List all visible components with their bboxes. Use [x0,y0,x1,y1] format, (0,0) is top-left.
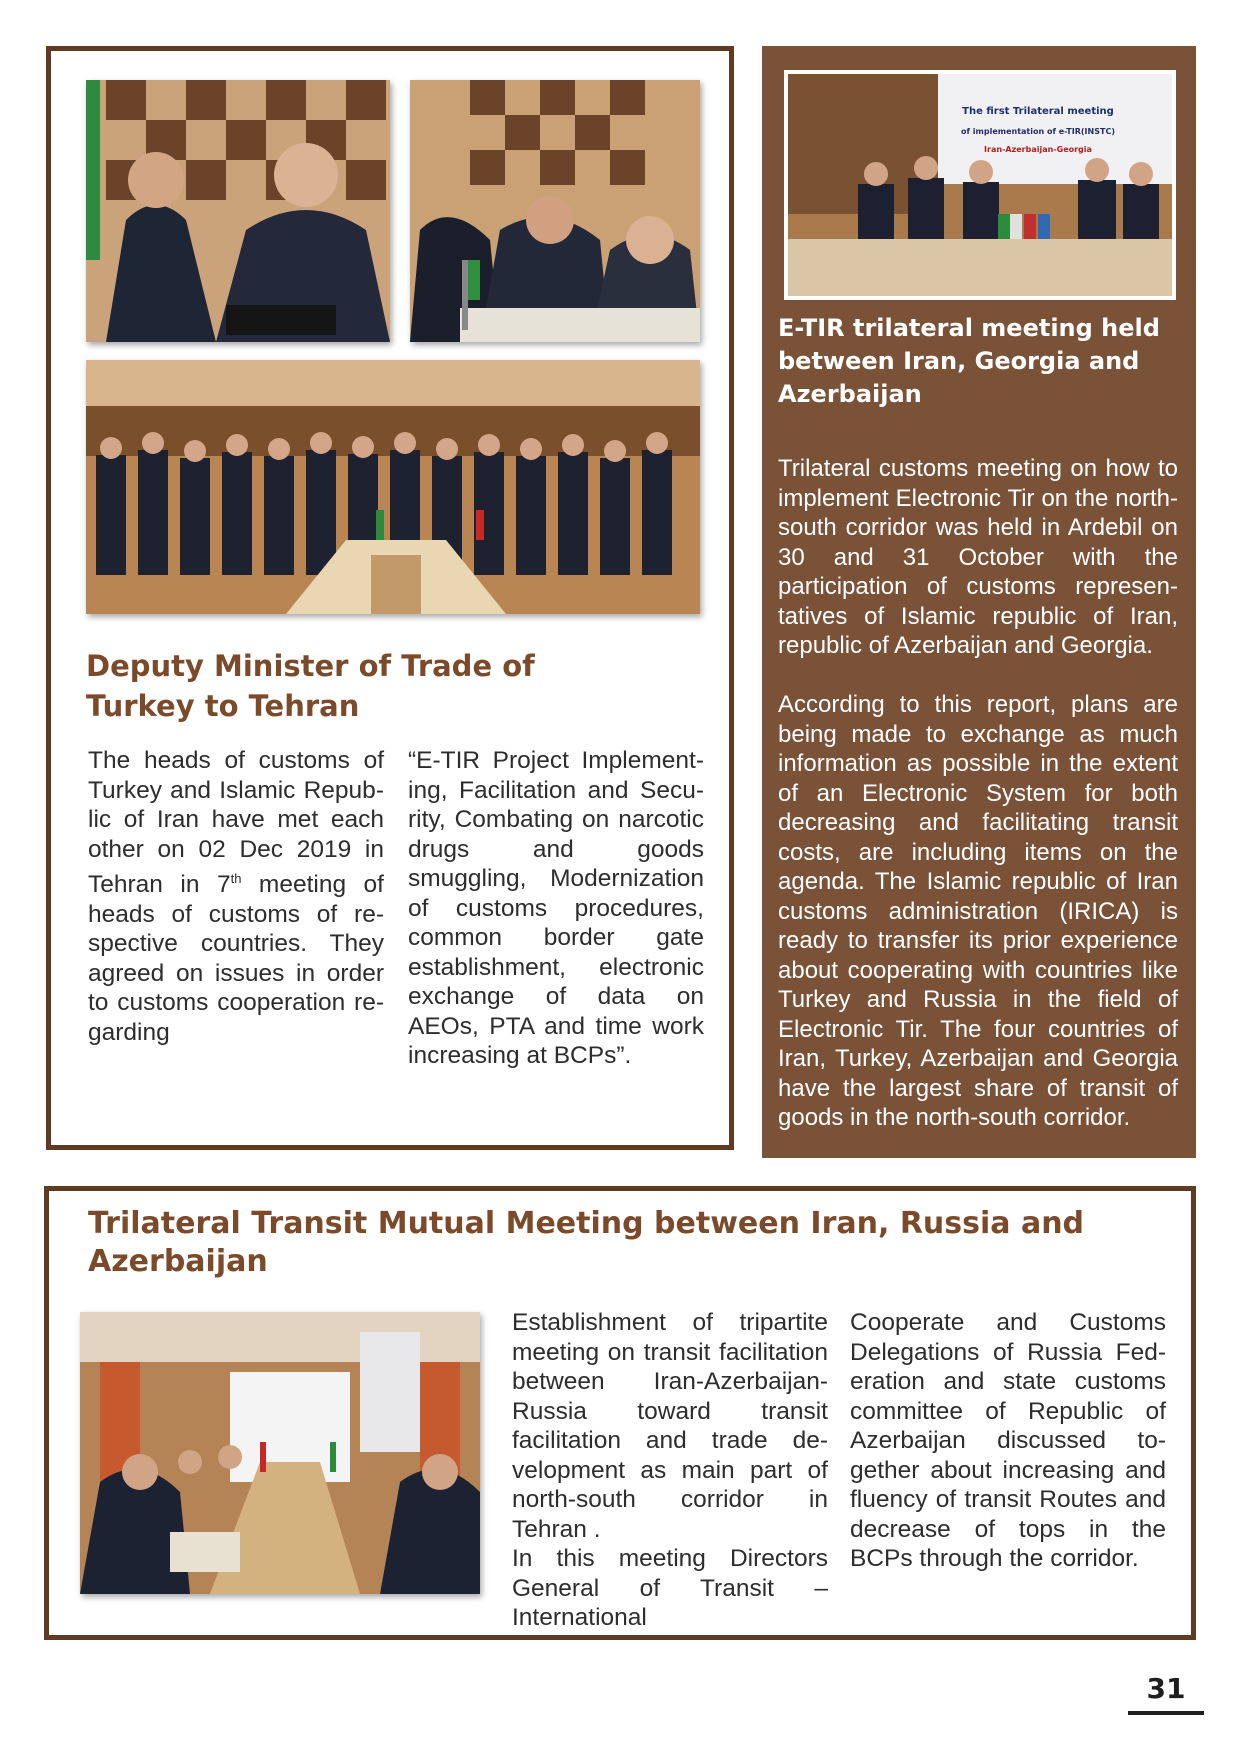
article-transit-title: Trilateral Transit Mutual Meeting between Iran, Russia and Azerbaijan [88,1206,1085,1279]
article-turkey-title: Deputy Minister of Trade of Turkey to Tehran [86,649,535,723]
article-transit-col2: Cooperate and Customs Delegations of Russia Federation and state customs committee of Republic of Azerbaijan discussed together about increasing and fluency of transit Routes and decrease of tops in the BCPs through the corridor. [850,1309,1166,1572]
banner-line-1: The first Trilateral meeting [962,106,1114,117]
article-turkey-col2: “E-TIR Project Implementing, Facilitation and Security, Combating on narcotic drugs and goods smuggling, Modernization of customs procedures, common border gate establishment, electronic exchange of data on AEOs, PTA and time work increasing at BCPs”. [408,747,704,1069]
article-transit-col1-p2: In this meeting Directors General of Transit –International [512,1545,828,1631]
ordinal-suffix: th [230,871,242,886]
article-etir-paragraph-2: According to this report, plans are being made to exchange as much information as possible in the extent of an Electronic System for both decreasing and facilitating transit costs, are including items on the agenda. The Islamic republic of Iran customs administration (IRICA) is ready to transfer its prior experience about cooperating with countries like Turkey and Russia in the field of Electronic Tir. The four countries of Iran, Turkey, Azerbaijan and Georgia have the largest share of transit of goods in the north-south corridor. [778,691,1178,1131]
banner-line-2: of implementation of e-TIR(INSTC) [961,127,1115,136]
article-turkey-col1-end: meeting of heads of customs of respective countries. They agreed on issues in order to customs cooperation regarding [88,871,384,1046]
photo-group-meeting [86,360,700,614]
photo-transit-meeting [80,1312,480,1594]
photo-handshake [86,80,390,342]
photo-signing [410,80,700,342]
article-etir-paragraph-1: Trilateral customs meeting on how to implement Electronic Tir on the north-south corridor was held in Ardebil on 30 and 31 October with the participation of customs representatives of Islamic republic of Iran, republic of Azerbaijan and Georgia. [778,455,1178,659]
photo-etir-meeting [784,70,1176,300]
page-number: 31 [1128,1672,1204,1715]
article-turkey-col1 [88,746,384,1047]
banner-line-3: Iran-Azerbaijan-Georgia [984,145,1092,154]
article-turkey-col1-start: The heads of customs of Turkey and Islamic Republic of Iran have met each other on 02 Dec 2019 in Tehran in 7 [88,747,384,899]
article-etir-title: E-TIR trilateral meeting held between Iran, Georgia and Azerbaijan [778,314,1160,408]
article-transit-col1-p1: Establishment of tripartite meeting on transit facilitation between Iran-Azerbaijan-Russia toward transit facilitation and trade development as main part of north-south corridor in Tehran . [512,1309,828,1543]
